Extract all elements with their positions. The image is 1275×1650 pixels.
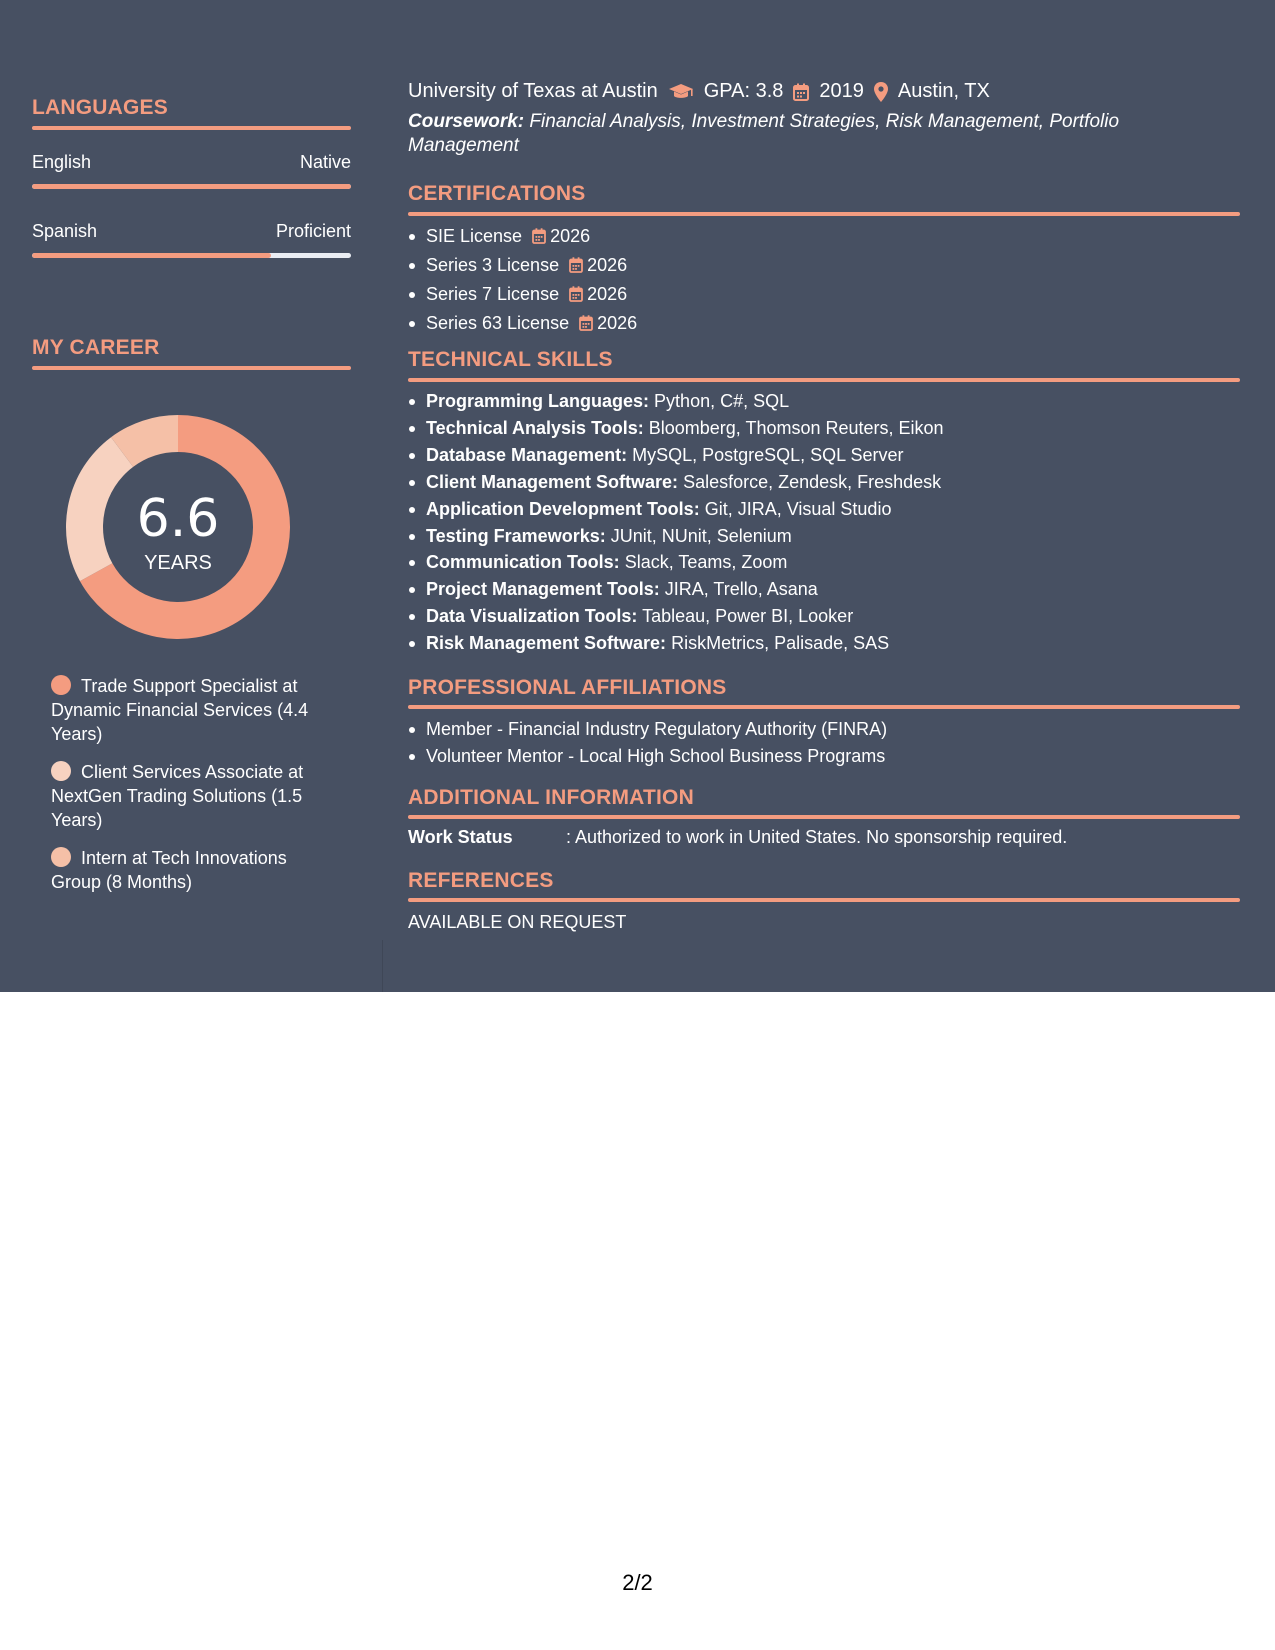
calendar-icon bbox=[793, 83, 809, 101]
skill-value: JIRA, Trello, Asana bbox=[664, 579, 818, 600]
map-pin-icon bbox=[874, 82, 888, 102]
coursework-text: Financial Analysis, Investment Strategies, Risk Management, Portfolio Management bbox=[408, 111, 1120, 156]
certification-name: Series 63 License bbox=[426, 312, 570, 333]
calendar-icon bbox=[569, 283, 583, 310]
legend-dot bbox=[51, 761, 71, 781]
education-school: University of Texas at Austin bbox=[408, 80, 658, 102]
technical-skills-rule bbox=[408, 378, 1240, 382]
language-row-spanish bbox=[32, 221, 351, 242]
calendar-icon bbox=[532, 225, 546, 252]
career-title: MY CAREER bbox=[32, 336, 160, 359]
skill-label: Communication Tools: bbox=[426, 552, 620, 573]
skill-value: RiskMetrics, Palisade, SAS bbox=[671, 633, 890, 654]
skill-item bbox=[426, 603, 944, 630]
skill-item bbox=[426, 388, 944, 415]
certification-item bbox=[426, 223, 637, 252]
legend-text: Intern at Tech Innovations Group (8 Months) bbox=[51, 848, 287, 892]
column-divider bbox=[382, 940, 383, 992]
education-location: Austin, TX bbox=[897, 80, 990, 102]
skill-value: JUnit, NUnit, Selenium bbox=[610, 525, 792, 546]
certification-year: 2026 bbox=[587, 254, 628, 275]
skill-label: Application Development Tools: bbox=[426, 498, 700, 519]
skill-label: Testing Frameworks: bbox=[426, 525, 606, 546]
certifications-rule bbox=[408, 212, 1240, 216]
language-level: Native bbox=[299, 152, 351, 172]
skill-item bbox=[426, 576, 944, 603]
references-text: AVAILABLE ON REQUEST bbox=[408, 912, 627, 932]
additional-info-rule bbox=[408, 815, 1240, 819]
calendar-icon bbox=[579, 312, 593, 339]
certification-year: 2026 bbox=[587, 283, 628, 304]
education-gpa: GPA: 3.8 bbox=[703, 80, 784, 102]
skill-item bbox=[426, 549, 944, 576]
affiliations-list bbox=[426, 716, 887, 770]
certification-item bbox=[426, 281, 637, 310]
language-name: English bbox=[32, 152, 92, 172]
legend-text: Trade Support Specialist at Dynamic Financial Services (4.4 Years) bbox=[51, 676, 309, 744]
certification-item bbox=[426, 252, 637, 281]
career-legend-item bbox=[51, 760, 336, 832]
skill-label: Programming Languages: bbox=[426, 391, 650, 411]
technical-skills-title: TECHNICAL SKILLS bbox=[408, 348, 613, 371]
skill-item bbox=[426, 442, 944, 469]
certification-name: Series 3 License bbox=[426, 254, 560, 275]
language-level: Proficient bbox=[275, 221, 351, 241]
skill-value: Slack, Teams, Zoom bbox=[624, 552, 788, 573]
work-status bbox=[408, 827, 1067, 848]
affiliations-title: PROFESSIONAL AFFILIATIONS bbox=[408, 676, 727, 699]
education-year: 2019 bbox=[819, 80, 864, 102]
affiliation-item: Member - Financial Industry Regulatory Authority (FINRA) bbox=[426, 716, 887, 743]
career-total-unit: YEARS bbox=[144, 552, 212, 574]
page-number: 2/2 bbox=[622, 1570, 653, 1595]
work-status-value: : Authorized to work in United States. No sponsorship required. bbox=[566, 827, 1068, 847]
career-legend-item bbox=[51, 846, 336, 894]
certifications-list bbox=[426, 223, 637, 339]
legend-text: Client Services Associate at NextGen Trading Solutions (1.5 Years) bbox=[51, 762, 304, 830]
skill-item bbox=[426, 415, 944, 442]
skill-label: Database Management: bbox=[426, 444, 628, 465]
career-total-value: 6.6 bbox=[136, 489, 220, 549]
skill-label: Data Visualization Tools: bbox=[426, 606, 638, 627]
skill-value: Tableau, Power BI, Looker bbox=[642, 606, 854, 627]
language-bar-english bbox=[32, 184, 351, 189]
education-coursework bbox=[408, 110, 1208, 158]
skill-item bbox=[426, 469, 944, 496]
legend-dot bbox=[51, 847, 71, 867]
skill-item bbox=[426, 523, 944, 550]
education-line bbox=[408, 80, 990, 103]
language-row-english bbox=[32, 152, 351, 173]
skill-value: Salesforce, Zendesk, Freshdesk bbox=[683, 471, 942, 492]
language-bar-fill bbox=[32, 184, 351, 189]
certification-year: 2026 bbox=[597, 312, 638, 333]
donut-slice bbox=[66, 437, 133, 581]
affiliations-rule bbox=[408, 705, 1240, 709]
affiliation-item: Volunteer Mentor - Local High School Business Programs bbox=[426, 743, 887, 770]
certification-name: Series 7 License bbox=[426, 283, 560, 304]
career-rule bbox=[32, 366, 351, 370]
skill-value: Git, JIRA, Visual Studio bbox=[704, 498, 892, 519]
legend-dot bbox=[51, 675, 71, 695]
language-bar-fill bbox=[32, 253, 271, 258]
certifications-title: CERTIFICATIONS bbox=[408, 182, 586, 205]
skill-item bbox=[426, 496, 944, 523]
skill-label: Client Management Software: bbox=[426, 471, 679, 492]
skill-label: Project Management Tools: bbox=[426, 579, 660, 600]
career-donut-chart bbox=[66, 415, 290, 639]
skill-value: Python, C#, SQL bbox=[654, 391, 790, 411]
language-name: Spanish bbox=[32, 221, 98, 241]
work-status-label: Work Status bbox=[408, 827, 513, 847]
language-bar-spanish bbox=[32, 253, 351, 258]
certification-name: SIE License bbox=[426, 226, 523, 246]
languages-rule bbox=[32, 126, 351, 130]
skill-label: Technical Analysis Tools: bbox=[426, 417, 644, 438]
languages-title: LANGUAGES bbox=[32, 96, 168, 119]
skill-label: Risk Management Software: bbox=[426, 633, 667, 654]
certification-item bbox=[426, 310, 637, 339]
references-title: REFERENCES bbox=[408, 869, 554, 892]
additional-info-title: ADDITIONAL INFORMATION bbox=[408, 786, 694, 809]
career-legend-item bbox=[51, 674, 336, 746]
references-rule bbox=[408, 898, 1240, 902]
calendar-icon bbox=[569, 254, 583, 281]
technical-skills-list bbox=[426, 388, 944, 657]
skill-value: MySQL, PostgreSQL, SQL Server bbox=[632, 444, 904, 465]
skill-value: Bloomberg, Thomson Reuters, Eikon bbox=[648, 417, 944, 438]
skill-item bbox=[426, 630, 944, 657]
certification-year: 2026 bbox=[550, 226, 591, 246]
graduation-cap-icon bbox=[668, 83, 694, 101]
coursework-label: Coursework: bbox=[408, 111, 525, 132]
